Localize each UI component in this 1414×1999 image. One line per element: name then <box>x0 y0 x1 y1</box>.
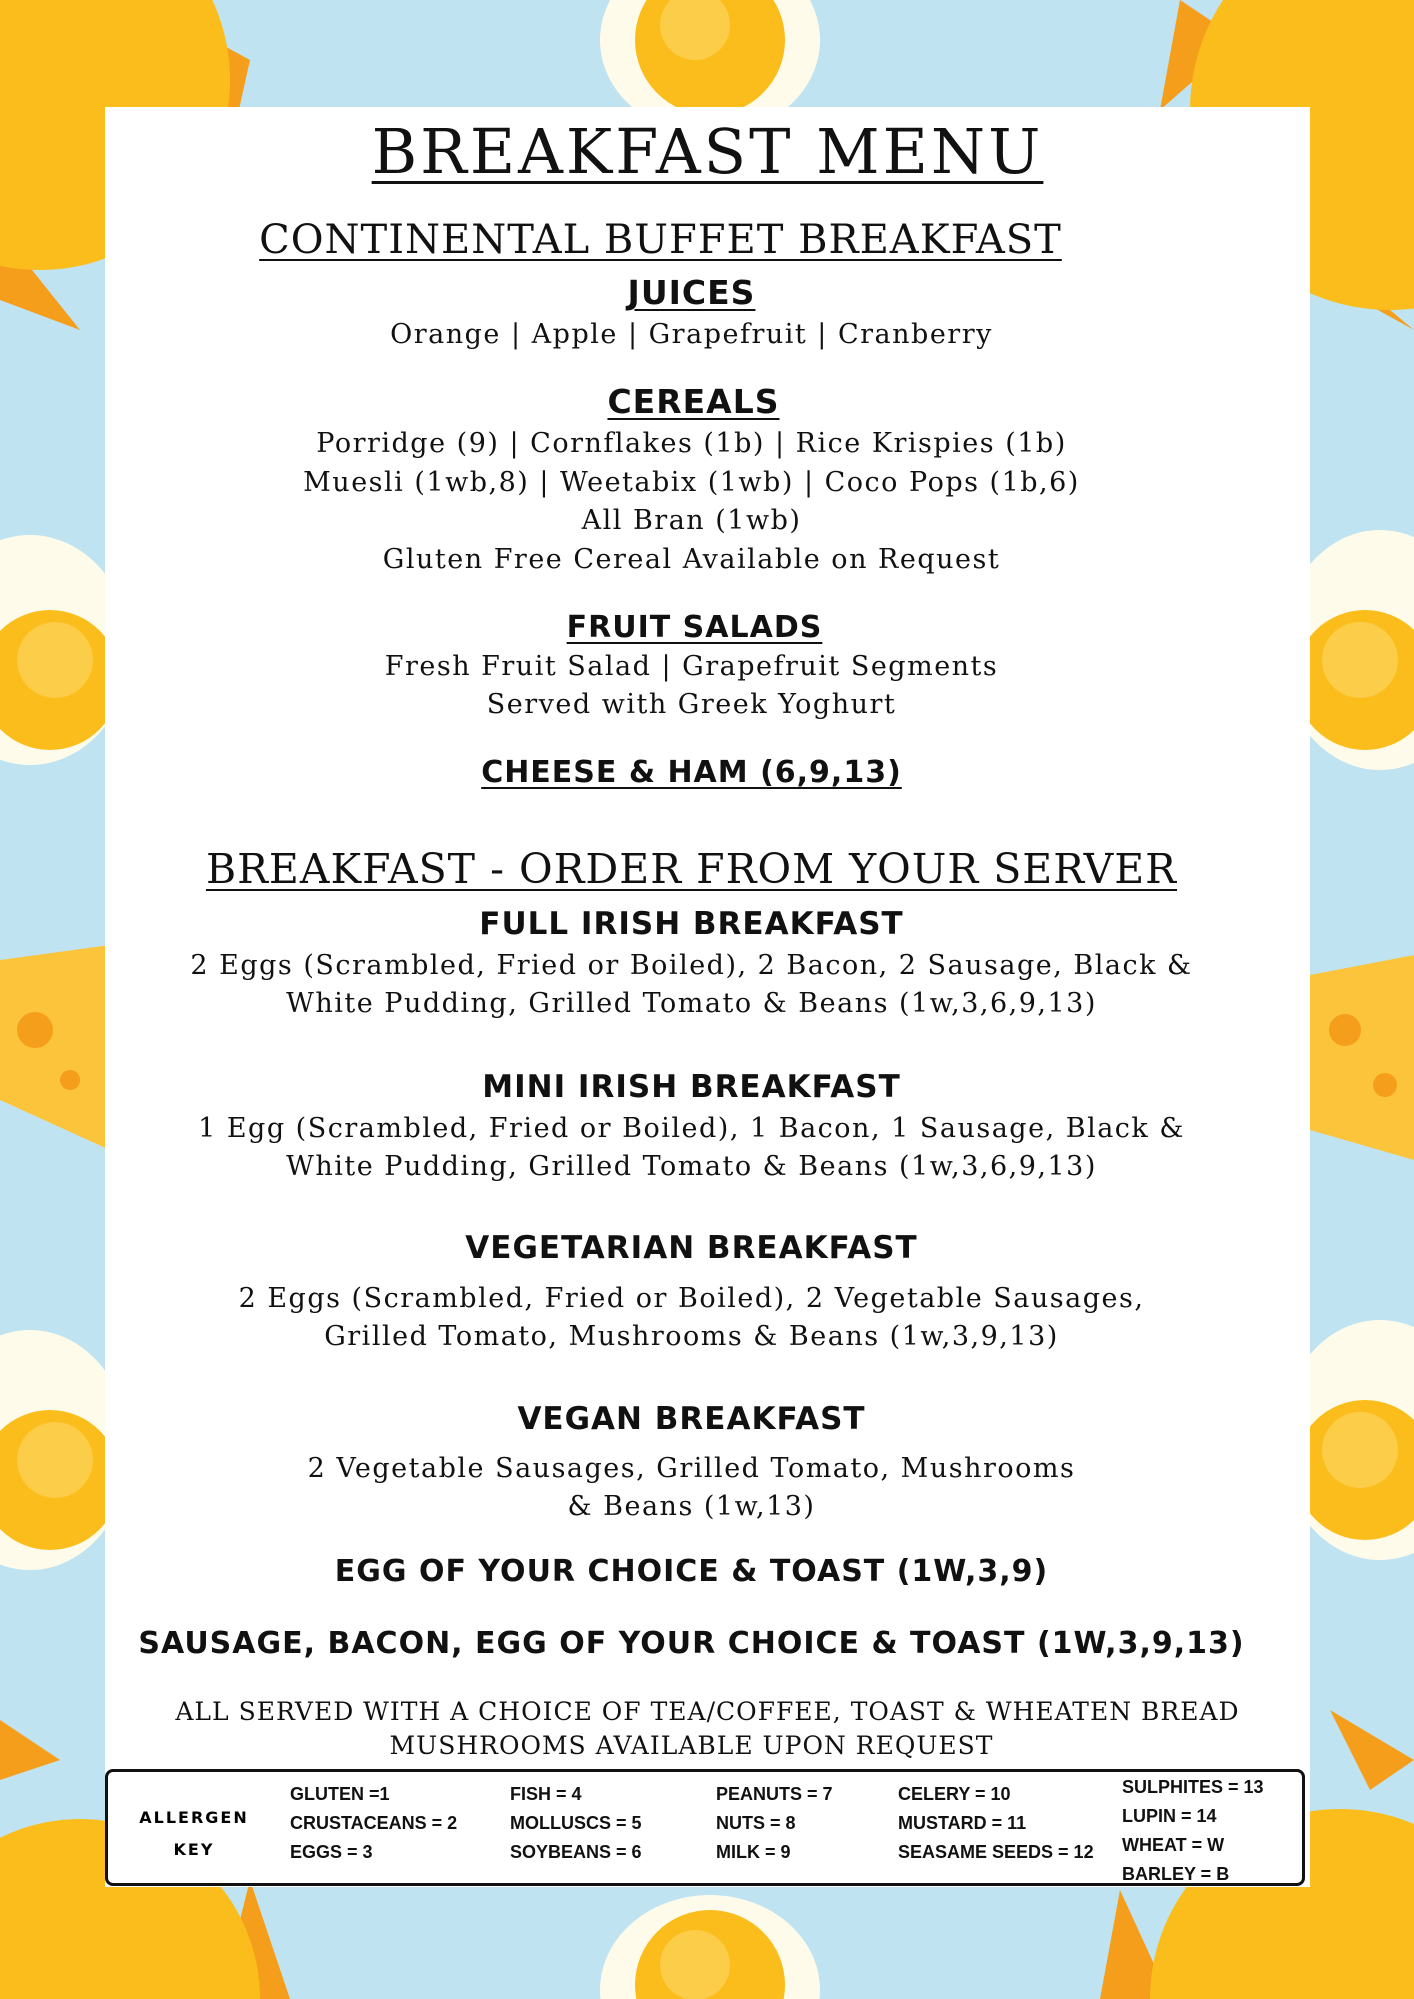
allergen-entry: LUPIN = 14 <box>1122 1806 1217 1826</box>
mini-irish-line: 1 Egg (Scrambled, Fried or Boiled), 1 Bacon, 1 Sausage, Black & <box>198 1113 1185 1144</box>
sausage-bacon-item: SAUSAGE, BACON, EGG OF YOUR CHOICE & TOAST (1W,3,9,13) <box>138 1626 1245 1661</box>
full-irish-heading: FULL IRISH BREAKFAST <box>479 906 904 942</box>
allergen-entry: CELERY = 10 <box>898 1784 1011 1804</box>
juices-list: Orange | Apple | Grapefruit | Cranberry <box>390 319 993 350</box>
allergen-entry: EGGS = 3 <box>290 1842 373 1862</box>
order-heading: BREAKFAST - ORDER FROM YOUR SERVER <box>205 845 1178 893</box>
allergen-column <box>716 1780 833 1867</box>
cereals-heading: CEREALS <box>607 382 780 421</box>
cheese-icon <box>1310 955 1414 1160</box>
allergen-column <box>290 1780 457 1867</box>
allergen-entry: SOYBEANS = 6 <box>510 1842 642 1862</box>
allergen-entry: PEANUTS = 7 <box>716 1784 833 1804</box>
vegan-line: 2 Vegetable Sausages, Grilled Tomato, Mushrooms <box>307 1453 1076 1484</box>
allergen-key <box>105 1769 1305 1886</box>
footer-note: ALL SERVED WITH A CHOICE OF TEA/COFFEE, TOAST & WHEATEN BREAD <box>175 1697 1240 1726</box>
allergen-entry: SEASAME SEEDS = 12 <box>898 1842 1094 1862</box>
allergen-entry: FISH = 4 <box>510 1784 582 1804</box>
allergen-entry: GLUTEN =1 <box>290 1784 390 1804</box>
mini-irish-line: White Pudding, Grilled Tomato & Beans (1w,3,6,9,13) <box>286 1151 1097 1182</box>
allergen-entry: CRUSTACEANS = 2 <box>290 1813 458 1833</box>
continental-heading: CONTINENTAL BUFFET BREAKFAST <box>259 217 1062 263</box>
fruit-salads-line: Served with Greek Yoghurt <box>486 689 897 720</box>
page-title: BREAKFAST MENU <box>371 115 1044 188</box>
vegan-heading: VEGAN BREAKFAST <box>517 1401 866 1437</box>
footer-note: MUSHROOMS AVAILABLE UPON REQUEST <box>389 1731 994 1760</box>
vegetarian-line: Grilled Tomato, Mushrooms & Beans (1w,3,9,13) <box>324 1321 1059 1352</box>
vegetarian-heading: VEGETARIAN BREAKFAST <box>465 1230 918 1266</box>
allergen-entry: MOLLUSCS = 5 <box>510 1813 642 1833</box>
full-irish-line: 2 Eggs (Scrambled, Fried or Boiled), 2 Bacon, 2 Sausage, Black & <box>190 950 1193 981</box>
allergen-column <box>1122 1773 1264 1889</box>
full-irish-line: White Pudding, Grilled Tomato & Beans (1w,3,6,9,13) <box>286 988 1097 1019</box>
cereals-line: Gluten Free Cereal Available on Request <box>382 544 1001 575</box>
fruit-salads-heading: FRUIT SALADS <box>566 610 823 645</box>
allergen-entry: WHEAT = W <box>1122 1835 1225 1855</box>
cereals-line: All Bran (1wb) <box>581 505 802 536</box>
vegan-line: & Beans (1w,13) <box>567 1491 816 1522</box>
egg-toast-item: EGG OF YOUR CHOICE & TOAST (1W,3,9) <box>334 1554 1049 1589</box>
allergen-column <box>510 1780 642 1867</box>
vegetarian-line: 2 Eggs (Scrambled, Fried or Boiled), 2 Vegetable Sausages, <box>238 1283 1145 1314</box>
fruit-salads-line: Fresh Fruit Salad | Grapefruit Segments <box>384 651 999 682</box>
cheese-ham-heading: CHEESE & HAM (6,9,13) <box>481 755 902 790</box>
allergen-entry: MUSTARD = 11 <box>898 1813 1027 1833</box>
allergen-entry: MILK = 9 <box>716 1842 791 1862</box>
allergen-key-label: ALLERGEN KEY <box>139 1808 249 1859</box>
cereals-line: Muesli (1wb,8) | Weetabix (1wb) | Coco Pops (1b,6) <box>303 467 1080 498</box>
allergen-entry: NUTS = 8 <box>716 1813 796 1833</box>
allergen-entry: SULPHITES = 13 <box>1122 1777 1264 1797</box>
allergen-entry: BARLEY = B <box>1122 1864 1230 1884</box>
cereals-line: Porridge (9) | Cornflakes (1b) | Rice Krispies (1b) <box>316 428 1067 459</box>
juices-heading: JUICES <box>627 273 756 312</box>
menu-card <box>105 107 1310 1887</box>
allergen-column <box>898 1780 1094 1867</box>
mini-irish-heading: MINI IRISH BREAKFAST <box>482 1069 901 1105</box>
